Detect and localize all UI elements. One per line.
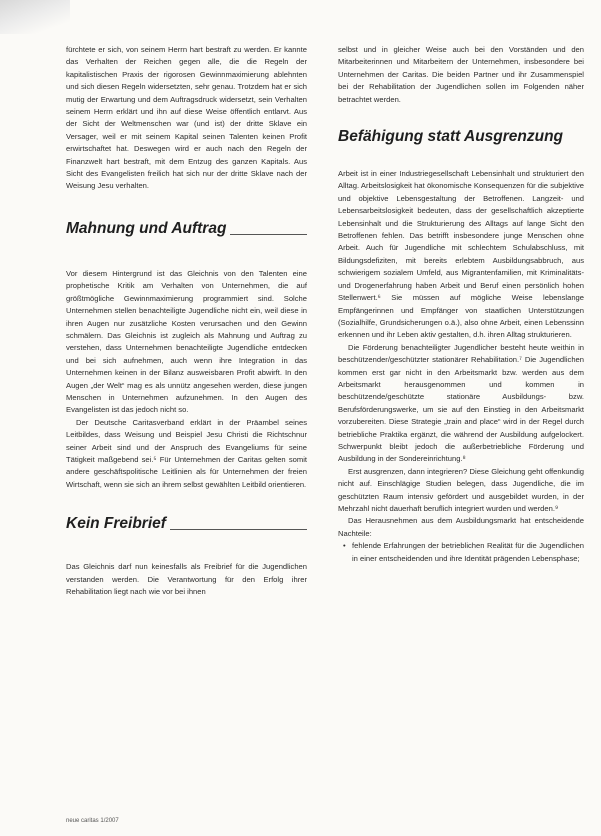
scan-corner-shadow (0, 0, 70, 34)
disadvantages-list (338, 540, 584, 565)
right-intro-paragraph: selbst und in gleicher Weise auch bei den Vorständen und den Mitarbeiterinnen und Mitarbeitern der Unternehmen, insbesondere bei Unternehmen der Caritas. Die beiden Partner und ihr Zusammenspiel bei der Rehabilitation der Jugendlichen sollen im Folgenden näher betrachtet werden. (338, 45, 584, 104)
section-heading-block (66, 220, 307, 238)
heading-mahnung-und-auftrag: Mahnung und Auftrag (66, 219, 227, 237)
left-paragraph-3: Das Gleichnis darf nun keinesfalls als Freibrief für die Jugendlichen verstanden werden. Die Verantwortung für den Erfolg ihrer Rehabilitation liegt nach wie vor bei ihnen (66, 562, 307, 596)
left-paragraph-1: Vor diesem Hintergrund ist das Gleichnis von den Talenten eine prophetische Kritik am Verhalten von Unternehmen, die auf größtmögliche Gewinnmaximierung programmiert sind. Solche Unternehmen stellen benachteiligte Jugendliche nicht ein, weil diese in ihren Augen nur zusätzliche Kosten verursachen und den Gewinn schmälern. Das Gleichnis ist zugleich als Mahnung und Auftrag zu verstehen, dass Unternehmen benachteiligte Jugendliche entdecken und bei sich aufnehmen, auch wenn ihre Integration in das Unternehmen keinen in der Bilanz ausweisbaren Profit abwirft. In den Augen „der Welt“ mag es als unnütz angesehen werden, diese jungen Menschen in Unternehmen aufzunehmen. In den Augen des Evangelisten ist das jedoch nicht so. (66, 268, 307, 415)
right-paragraph-4: Das Herausnehmen aus dem Ausbildungsmarkt hat entscheidende Nachteile: (338, 516, 584, 538)
section-heading (66, 515, 307, 533)
section-heading (338, 128, 584, 146)
left-column (66, 44, 307, 598)
heading-befaehigung-statt-ausgrenzung: Befähigung statt Ausgrenzung (338, 128, 564, 146)
heading-rule (170, 529, 307, 530)
heading-kein-freibrief: Kein Freibrief (66, 515, 166, 533)
left-intro-paragraph: fürchtete er sich, von seinem Herrn hart bestraft zu werden. Er kannte das Verhalten der Reichen gegen alle, die die Regeln der kapitalistischen Praxis der rigorosen Gewinnmaximierung ablehnten und sich diesen Regeln widersetzten, sehr genau. Trotzdem hat er sich mutig der Erwartung und dem Auftragsdruck widersetzt, sein Verhalten seinem Herrn erklärt und ihn auf diese Weise öffentlich entlarvt. Aus der Sicht der Weltmenschen war (und ist) der dritte Sklave ein Versager, weil er mit seinem Kapital seinen Talenten keinen Profit erwirtschaftet hat. Deswegen wird er auch nach den Regeln der Finanzwelt hart bestraft, mit dem Entzug des ganzen Kapitals. Aus Sicht des Evangelisten freilich hat sich nur der dritte Sklave nach der Weisung Jesu verhalten. (66, 45, 307, 191)
right-paragraph-2: Die Förderung benachteiligter Jugendlicher besteht heute weithin in beschützender/geschützter stationärer Rehabilitation.⁷ Die Jugendlichen kommen erst gar nicht in den Arbeitsmarkt bzw. werden aus dem Arbeitsmarkt herausgenommen und kommen in beschützende/geschützte stationäre Ausbildungs- bzw. Berufsförderungswerke, um sie auf den Einstieg in den Arbeitsmarkt vorzubereiten. Diese Strategie „train and place“ wird in der Regel durch betriebliche Praktika ergänzt, die während der Ausbildung aufgelockert. Schwerpunkt bleibt jedoch die außerbetriebliche Förderung und Ausbildung in der Sondereinrichtung.⁸ (338, 342, 584, 464)
right-paragraph-1: Arbeit ist in einer Industriegesellschaft Lebensinhalt und strukturiert den Alltag. Arbeitslosigkeit hat ökonomische Konsequenzen für die subjektive und objektive Lebensgestaltung der Betroffenen. Langzeit- und Lebensarbeitslosigkeit bedeuten, dass der gesellschaftlich akzeptierte Lebensinhalt und die Strukturierung des Alltags auf lange Sicht den Betroffenen fehlen. Das betrifft insbesondere junge Menschen ohne Arbeit. Auch für Jugendliche mit schlechtem Schulabschluss, mit Bildungsdefiziten, mit bereits erlebtem Ausbildungsabbruch, aus schwierigem sozialem Umfeld, aus Migrantenfamilien, mit Kriminalitäts- und Drogenerfahrung haben Arbeit und Beruf einen persönlich hohen Stellenwert.⁶ Sie müssen auf mögliche Weise lebenslange Empfängerinnen und Empfänger von staatlichen Unterstützungen (Sozialhilfe, Grundsicherungen o.ä.), also ohne Arbeit, einen Lebenssinn erkennen und ihr Leben aktiv gestalten, d.h. ihren Alltag strukturieren. (338, 169, 584, 340)
page-footer: neue caritas 1/2007 (66, 818, 119, 824)
right-paragraph-3: Erst ausgrenzen, dann integrieren? Diese Gleichung geht offenkundig nicht auf. Einschlägige Studien belegen, dass Jugendliche, die im geschützten Raum intensiv gefördert und ausgebildet wurden, in der Mehrzahl nicht dauerhaft beruflich integriert wurden und werden.⁹ (338, 466, 584, 513)
list-item: • fehlende Erfahrungen der betrieblichen Realität für die Jugendlichen in einer entscheidenden und ihre Identität prägenden Lebensphase; (352, 540, 584, 565)
section-heading-block (338, 128, 584, 146)
section-heading (66, 220, 307, 238)
heading-rule (230, 234, 307, 235)
right-column (338, 44, 584, 565)
section-heading-block (66, 515, 307, 533)
left-paragraph-2: Der Deutsche Caritasverband erklärt in der Präambel seines Leitbildes, dass Weisung und Beispiel Jesu Christi die Richtschnur seiner Arbeit sind und der Anspruch des Evangeliums für seine Tätigkeit maßgebend sei.⁵ Für Unternehmen der Caritas gelten somit andere geschäftspolitische Leitlinien als für Unternehmen der freien Wirtschaft, wenn sie sich an ihrem selbst gewählten Leitbild orientieren. (66, 417, 307, 489)
